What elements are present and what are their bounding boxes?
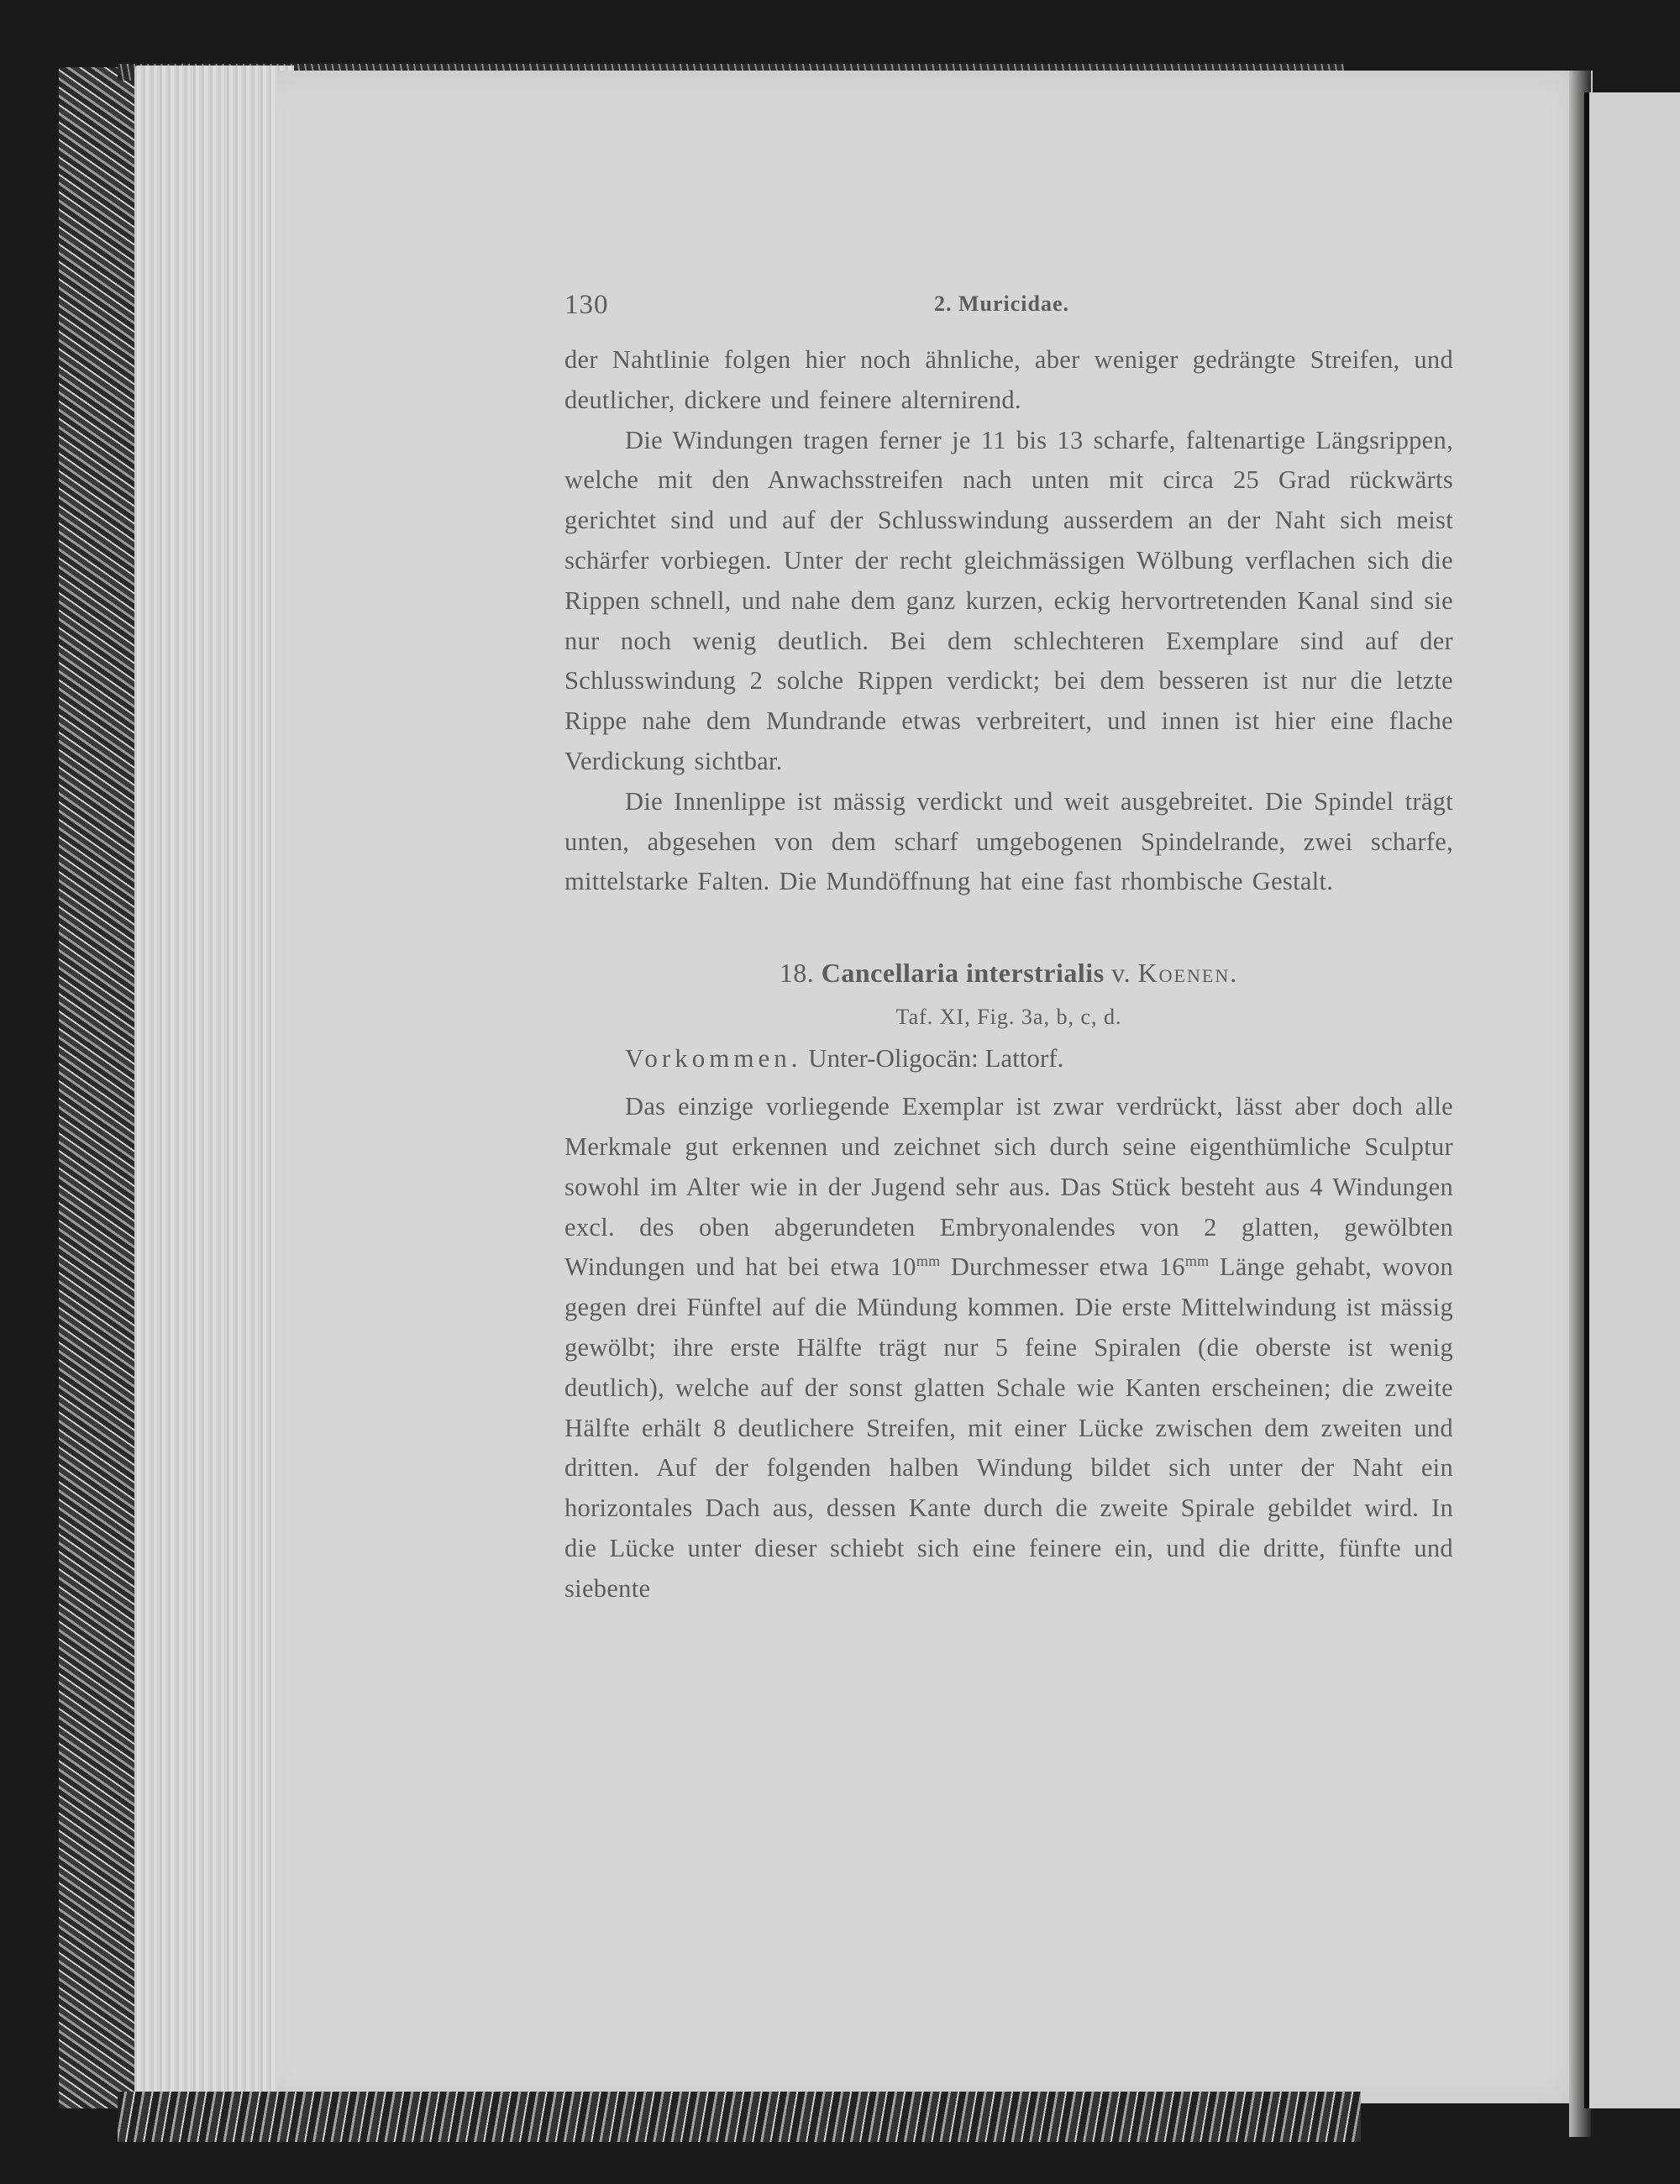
description-text-3: Länge gehabt, wovon gegen drei Fünftel auf die Mündung kommen. Die erste Mittelwindung ist mässig gewölbt; ihre erste Hälfte trägt nur 5 feine Spiralen (die oberste ist wenig deutlich), welche auf der sonst glatten Schale wie Kanten erscheinen; die zweite Hälfte erhält 8 deutlichere Streifen, mit einer Lücke zwischen dem zweiten und dritten. Auf der folgenden halben Windung bildet sich unter der Naht ein horizontales Dach aus, dessen Kante durch die zweite Spirale gebildet wird. In die Lücke unter dieser schiebt sich eine feinere ein, und die dritte, fünfte und siebente — [564, 1252, 1454, 1603]
occurrence-label: Vorkommen. — [625, 1043, 802, 1074]
species-author: Koenen. — [1137, 958, 1239, 989]
description-text-1: Das einzige vorliegende Exemplar ist zwar verdrückt, lässt aber doch alle Merkmale gut erkennen und zeichnet sich durch seine eigenthümliche Sculptur sowohl im Alter wie in der Jugend sehr aus. Das Stück besteht aus 4 Windungen excl. des oben abgerundeten Embryonalendes von 2 glatten, gewölbten Windungen und hat bei etwa 10 — [564, 1092, 1453, 1282]
unit-mm-2: mm — [1184, 1252, 1210, 1270]
unit-mm-1: mm — [916, 1252, 941, 1270]
page-stack-fore-edge — [134, 66, 294, 2115]
paragraph-description — [564, 1087, 1453, 1609]
book-cover-left-edge — [59, 67, 139, 2108]
page-text-block — [564, 290, 1453, 1609]
facing-page-edge — [1584, 92, 1680, 2108]
paragraph-ribs: Die Windungen tragen ferner je 11 bis 13 scharfe, faltenartige Längsrippen, welche mit den Anwachsstreifen nach unten mit circa 25 Grad rückwärts gerichtet sind und auf der Schlusswindung ausserdem an der Naht sich meist schärfer vorbiegen. Unter der recht gleichmässigen Wölbung verflachen sich die Rippen schnell, und nahe dem ganz kurzen, eckig hervortretenden Kanal sind sie nur noch wenig deutlich. Bei dem schlechteren Exemplare sind auf der Schlusswindung 2 solche Rippen verdickt; bei dem besseren ist nur die letzte Rippe nahe dem Mundrande etwas verbreitert, und innen ist hier eine flache Verdickung sichtbar. — [564, 425, 1453, 775]
description-text-2: Durchmesser etwa 16 — [940, 1252, 1185, 1282]
occurrence-value: Unter-Oligocän: Lattorf. — [808, 1043, 1064, 1074]
species-name: Cancellaria interstrialis — [821, 958, 1105, 989]
book-cover-bottom-edge — [118, 2092, 1361, 2142]
author-prefix: v. — [1111, 958, 1131, 989]
running-head-title: 2. Muricidae. — [934, 291, 1070, 316]
page-number: 130 — [564, 290, 609, 320]
running-head — [564, 290, 1453, 340]
paragraph-continuation: der Nahtlinie folgen hier noch ähnliche, aber weniger gedrängte Streifen, und deutlicher, dickere und feinere alternirend. — [564, 345, 1453, 414]
section-heading — [564, 953, 1453, 993]
plate-reference: Taf. XI, Fig. 3a, b, c, d. — [895, 1005, 1122, 1030]
paragraph-lip: Die Innenlippe ist mässig verdickt und weit ausgebreitet. Die Spindel trägt unten, abgesehen von dem scharf umgebogenen Spindelrande, zwei scharfe, mittelstarke Falten. Die Mundöffnung hat eine fast rhombische Gestalt. — [564, 786, 1453, 896]
section-number: 18. — [779, 958, 815, 989]
occurrence-line — [625, 1038, 1453, 1079]
